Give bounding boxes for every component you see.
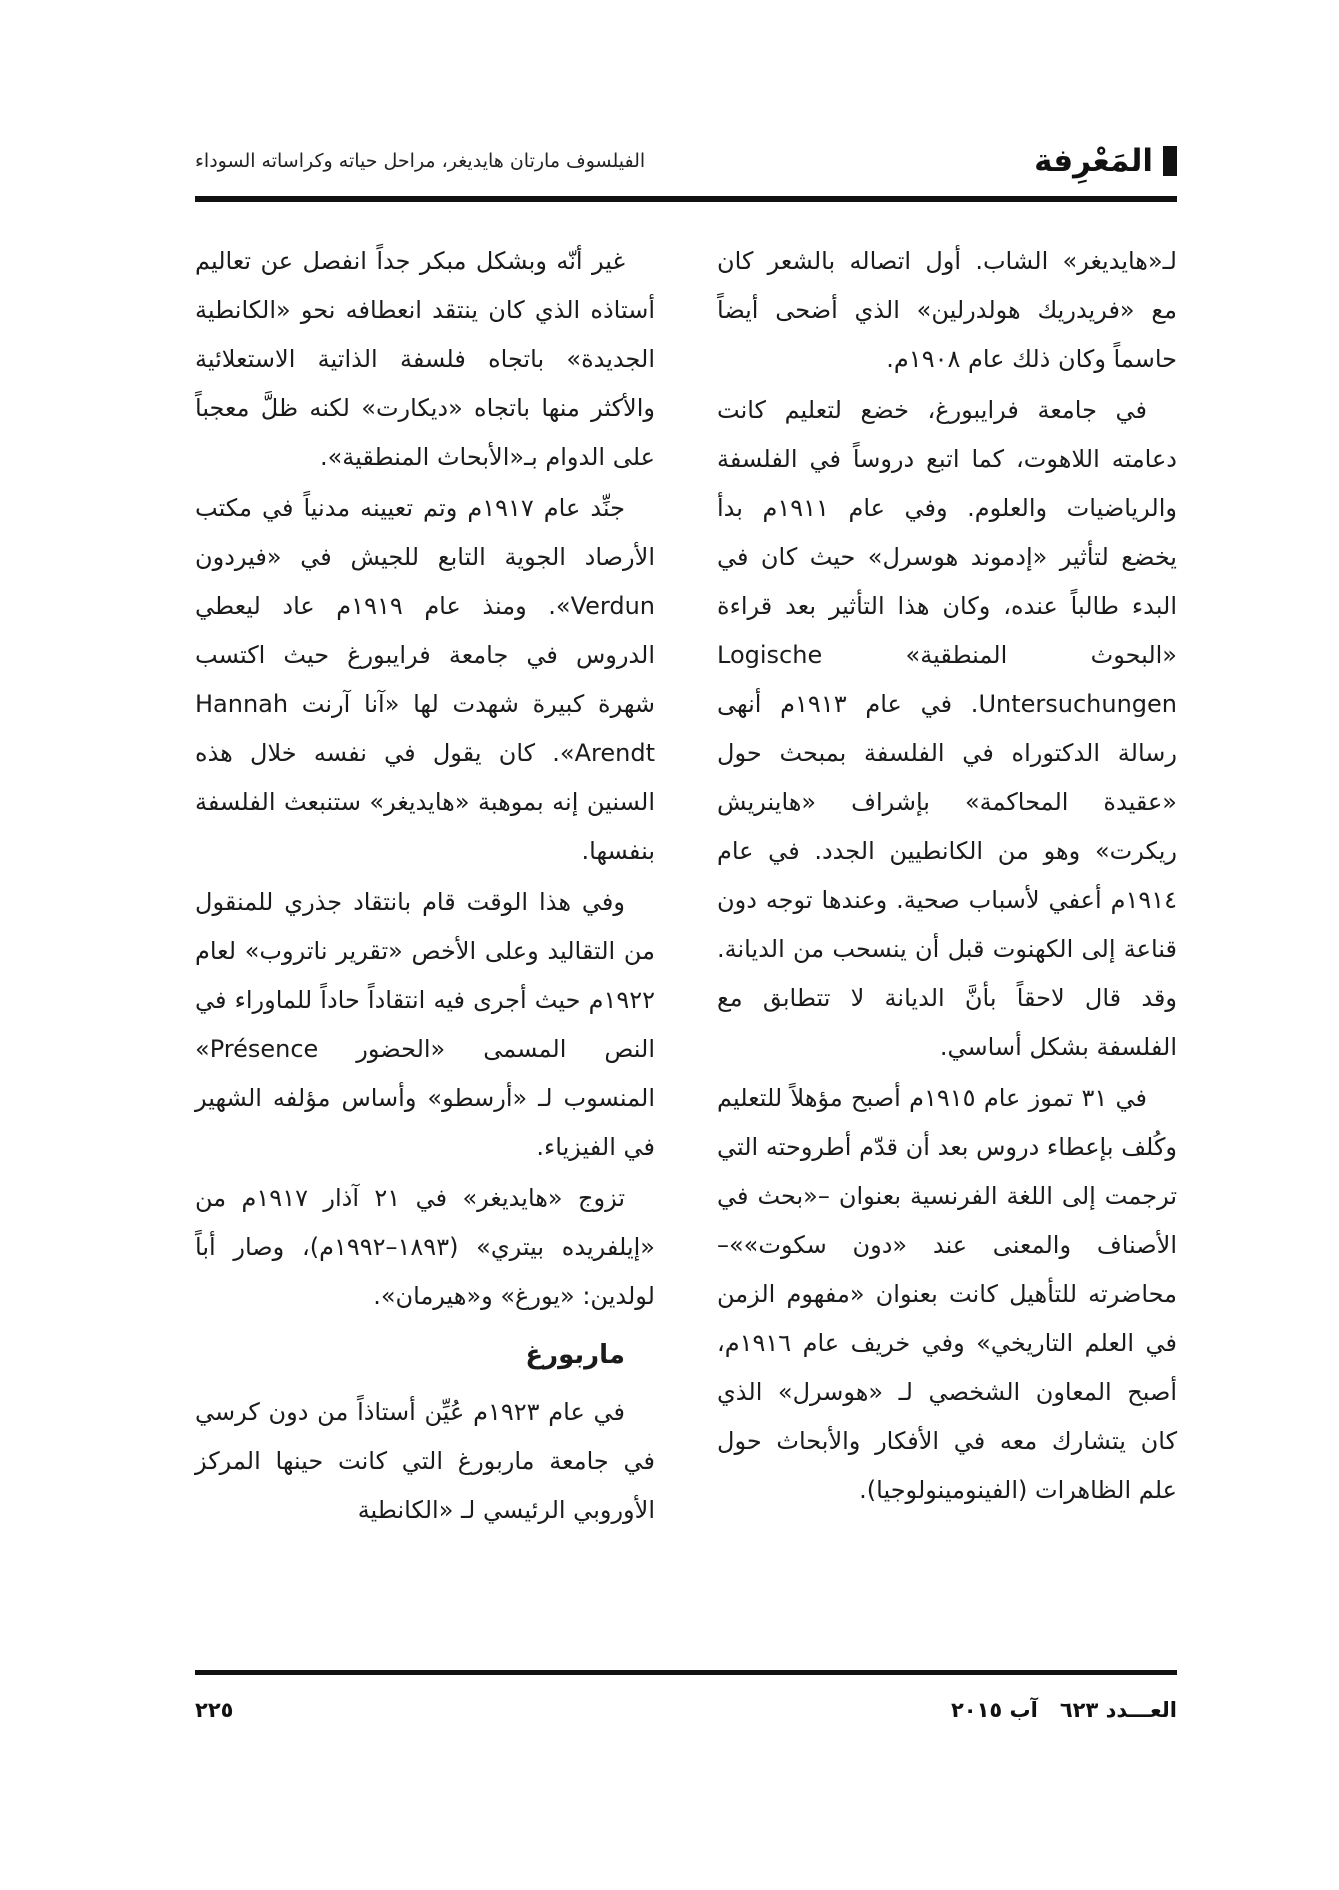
issue-info (951, 1698, 1177, 1722)
paragraph: في جامعة فرايبورغ، خضع لتعليم كانت دعامته اللاهوت، كما اتبع دروساً في الفلسفة والرياضيات والعلوم. وفي عام ١٩١١م بدأ يخضع لتأثير «إدموند هوسرل» حيث كان في البدء طالباً عنده، وكان هذا التأثير بعد قراءة «البحوث المنطقية» Logische Untersuchungen. في عام ١٩١٣م أنهى رسالة الدكتوراه في الفلسفة بمبحث حول «عقيدة المحاكمة» بإشراف «هاينريش ريكرت» وهو من الكانطيين الجدد. في عام ١٩١٤م أعفي لأسباب صحية. وعندها توجه دون قناعة إلى الكهنوت قبل أن ينسحب من الديانة. وقد قال لاحقاً بأنَّ الديانة لا تتطابق مع الفلسفة بشكل أساسي. (717, 396, 1178, 1061)
right-column (717, 237, 1177, 1517)
paragraph: في عام ١٩٢٣م عُيِّن أستاذاً من دون كرسي في جامعة ماربورغ التي كانت حينها المركز الأوروبي الرئيسي لـ «الكانطية (195, 1398, 655, 1524)
masthead-logo (1034, 143, 1177, 179)
masthead-bar-icon (1163, 146, 1177, 176)
footer-rule (195, 1670, 1177, 1675)
paragraph: جنِّد عام ١٩١٧م وتم تعيينه مدنياً في مكتب الأرصاد الجوية التابع للجيش في «فيردون Verdun». ومنذ عام ١٩١٩م عاد ليعطي الدروس في جامعة فرايبورغ حيث اكتسب شهرة كبيرة شهدت لها «آنا آرنت Hannah Arendt». كان يقول في نفسه خلال هذه السنين إنه بموهبة «هايديغر» ستنبعث الفلسفة بنفسها. (195, 494, 655, 865)
issue-date: آب ٢٠١٥ (950, 1698, 1038, 1722)
header-rule (195, 196, 1177, 202)
paragraph: لـ«هايديغر» الشاب. أول اتصاله بالشعر كان مع «فريدريك هولدرلين» الذي أضحى أيضاً حاسماً وكان ذلك عام ١٩٠٨م. (717, 247, 1177, 373)
masthead-text: المَعْرِفة (1034, 143, 1153, 179)
issue-number: العـــدد ٦٢٣ (1059, 1698, 1177, 1722)
paragraph: وفي هذا الوقت قام بانتقاد جذري للمنقول من التقاليد وعلى الأخص «تقرير ناتروب» لعام ١٩٢٢م حيث أجرى فيه انتقاداً حاداً للماوراء في النص المسمى «الحضور Présence» المنسوب لـ «أرسطو» وأساس مؤلفه الشهير في الفيزياء. (195, 888, 655, 1161)
page-header (195, 132, 1177, 190)
running-title: الفيلسوف مارتان هايديغر، مراحل حياته وكراساته السوداء (195, 150, 646, 172)
section-heading: ماربورغ (525, 1340, 625, 1370)
paragraph: تزوج «هايديغر» في ٢١ آذار ١٩١٧م من «إيلفريده بيتري» (١٨٩٣–١٩٩٢م)، وصار أباً لولدين: «يورغ» و«هيرمان». (195, 1184, 655, 1310)
page-footer (195, 1690, 1177, 1730)
left-column (195, 237, 655, 1537)
paragraph: غير أنّه وبشكل مبكر جداً انفصل عن تعاليم أستاذه الذي كان ينتقد انعطافه نحو «الكانطية الجديدة» باتجاه فلسفة الذاتية الاستعلائية والأكثر منها باتجاه «ديكارت» لكنه ظلَّ معجباً على الدوام بـ«الأبحاث المنطقية». (195, 247, 655, 471)
page-number: ٢٢٥ (195, 1698, 234, 1722)
paragraph: في ٣١ تموز عام ١٩١٥م أصبح مؤهلاً للتعليم وكُلف بإعطاء دروس بعد أن قدّم أطروحته التي ترجمت إلى اللغة الفرنسية بعنوان –«بحث في الأصناف والمعنى عند «دون سكوت»»– محاضرته للتأهيل كانت بعنوان «مفهوم الزمن في العلم التاريخي» وفي خريف عام ١٩١٦م، أصبح المعاون الشخصي لـ «هوسرل» الذي كان يتشارك معه في الأفكار والأبحاث حول علم الظاهرات (الفينومينولوجيا). (717, 1084, 1177, 1504)
